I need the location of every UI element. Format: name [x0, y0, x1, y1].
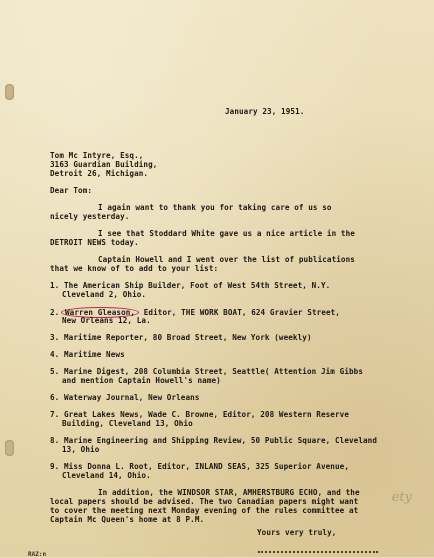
recipient-line: 3163 Guardian Building, — [50, 160, 158, 169]
paragraph-line: local papers should be advised. The two Canadian papers might want — [50, 497, 359, 506]
list-item: 1. The American Ship Builder, Foot of West 54th Street, N.Y. — [50, 281, 331, 290]
watermark: ety — [391, 490, 412, 505]
list-item-text: Editor, THE WORK BOAT, 624 Gravier Street, — [139, 308, 340, 317]
list-item-continuation: 13, Ohio — [62, 445, 100, 454]
salutation: Dear Tom: — [50, 186, 93, 195]
punch-hole — [5, 440, 14, 456]
paragraph-line: to cover the meeting next Monday evening of the rules committee at — [50, 506, 359, 515]
paragraph-line: nicely yesterday. — [50, 212, 130, 221]
punch-hole — [5, 84, 14, 100]
list-item-continuation: Building, Cleveland 13, Ohio — [62, 419, 193, 428]
paragraph-line: DETROIT NEWS today. — [50, 238, 139, 247]
list-item: 5. Marine Digest, 208 Columbia Street, Seattle( Attention Jim Gibbs — [50, 367, 364, 376]
list-item-continuation: Cleveland 14, Ohio. — [62, 471, 151, 480]
letter-date: January 23, 1951. — [225, 107, 305, 116]
paragraph-line: Captain Mc Queen's home at 8 P.M. — [50, 515, 205, 524]
recipient-line: Tom Mc Intyre, Esq., — [50, 151, 144, 160]
list-item: 6. Waterway Journal, New Orleans — [50, 393, 200, 402]
list-item-continuation: and mention Captain Howell's name) — [62, 376, 221, 385]
list-item: 7. Great Lakes News, Wade C. Browne, Editor, 208 Western Reserve — [50, 410, 349, 419]
recipient-line: Detroit 26, Michigan. — [50, 169, 149, 178]
list-item-continuation: Cleveland 2, Ohio. — [62, 290, 147, 299]
list-item: 3. Maritime Reporter, 80 Broad Street, New York (weekly) — [50, 333, 312, 342]
list-item: 9. Miss Donna L. Root, Editor, INLAND SEAS, 325 Superior Avenue, — [50, 462, 349, 471]
paragraph-line: In addition, the WINDSOR STAR, AMHERSTBURG ECHO, and the — [98, 488, 360, 497]
paragraph-line: I see that Stoddard White gave us a nice article in the — [98, 229, 355, 238]
closing: Yours very truly, — [257, 528, 337, 537]
highlighted-name: Warren Gleason, — [61, 307, 139, 318]
typist-initials: RAZ:n — [28, 551, 47, 558]
list-item: 8. Marine Engineering and Shipping Review, 50 Public Square, Cleveland — [50, 436, 378, 445]
signature-line-cutoff — [258, 551, 378, 556]
list-item: 4. Maritime News — [50, 350, 125, 359]
list-item-number: 2. — [50, 308, 60, 317]
paragraph-line: I again want to thank you for taking care of us so — [98, 203, 332, 212]
paragraph-line: that we know of to add to your list: — [50, 264, 219, 273]
list-item-continuation: New Orleans 12, La. — [62, 316, 151, 325]
paragraph-line: Captain Howell and I went over the list of publications — [98, 255, 355, 264]
